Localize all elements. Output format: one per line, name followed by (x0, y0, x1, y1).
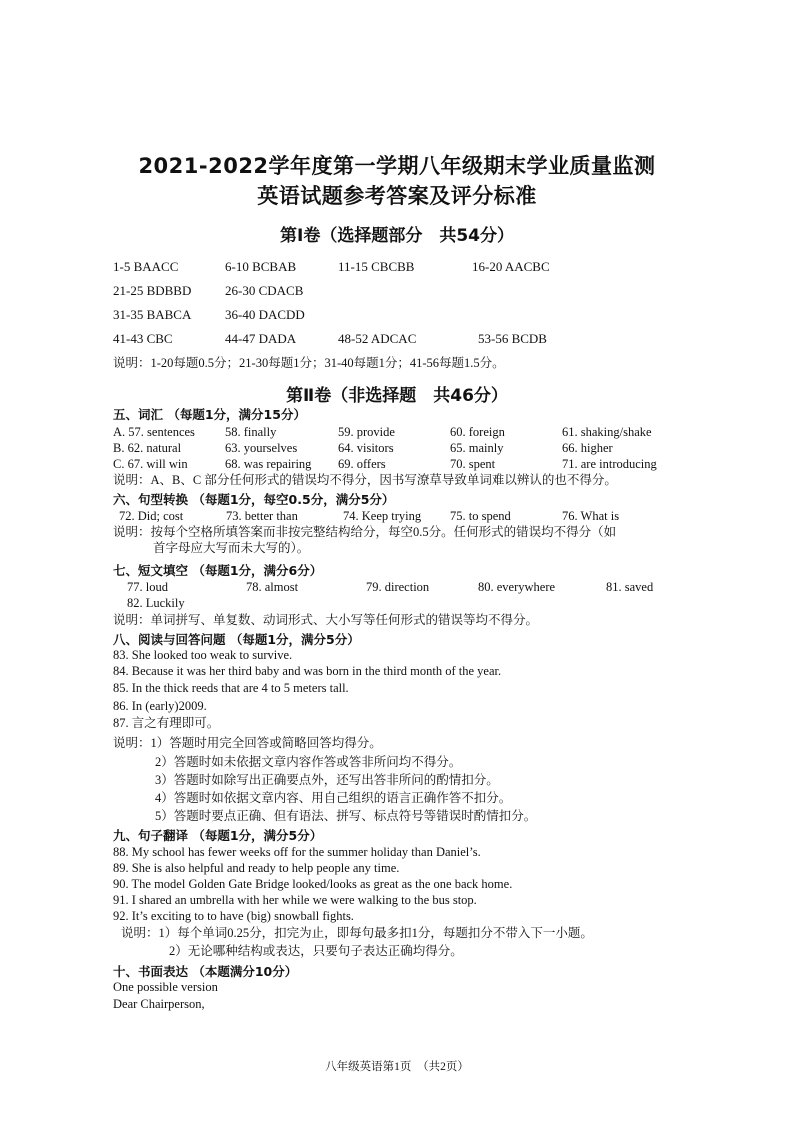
answer-row: 48-52 ADCAC (338, 331, 417, 346)
vocab-answer: 68. was repairing (225, 457, 312, 471)
translation-answer: 90. The model Golden Gate Bridge looked/looks as great as the one back home. (113, 877, 513, 891)
cloze-answer: 82. Luckily (127, 596, 185, 610)
doc-title-line2: 英语试题参考答案及评分标准 (257, 184, 537, 208)
vocab-answer: 64. visitors (338, 441, 394, 455)
section-heading: 六、句型转换 （每题1分，每空0.5分，满分5分） (113, 492, 395, 507)
reading-answer: 86. In (early)2009. (113, 699, 207, 713)
vocab-answer: 59. provide (338, 425, 395, 439)
vocab-answer: 63. yourselves (225, 441, 298, 455)
transform-answer: 72. Did; cost (119, 509, 184, 523)
section-note: 说明：单词拼写、单复数、动词形式、大小写等任何形式的错误等均不得分。 (113, 613, 539, 627)
answer-row: 1-5 BAACC (113, 259, 179, 274)
section-heading: 十、书面表达 （本题满分10分） (113, 964, 298, 979)
vocab-answer: 70. spent (450, 457, 496, 471)
transform-answer: 74. Keep trying (343, 509, 422, 523)
answer-row: 44-47 DADA (225, 331, 297, 346)
answer-row: 16-20 AACBC (472, 259, 550, 274)
section-heading: 七、短文填空 （每题1分，满分6分） (113, 563, 323, 578)
cloze-answer: 80. everywhere (478, 580, 556, 594)
reading-answer: 87. 言之有理即可。 (113, 716, 220, 730)
vocab-answer: 65. mainly (450, 441, 504, 455)
section-note: 说明：按每个空格所填答案而非按完整结构给分，每空0.5分。任何形式的错误均不得分（如 (113, 525, 617, 539)
doc-title-line1: 2021-2022学年度第一学期八年级期末学业质量监测 (138, 154, 656, 178)
vocab-answer: 69. offers (338, 457, 386, 471)
section-heading: 五、词汇 （每题1分，满分15分） (113, 407, 306, 422)
answer-row: 11-15 CBCBB (338, 259, 415, 274)
cloze-answer: 79. direction (366, 580, 430, 594)
transform-answer: 76. What is (562, 509, 620, 523)
cloze-answer: 81. saved (606, 580, 654, 594)
translation-answer: 92. It’s exciting to to have (big) snowball fights. (113, 909, 354, 923)
section-note: 2）无论哪种结构或表达，只要句子表达正确均得分。 (169, 944, 463, 958)
answer-row: 36-40 DACDD (225, 307, 305, 322)
section-note: 3）答题时如除写出正确要点外，还写出答非所问的酌情扣分。 (155, 773, 499, 787)
translation-answer: 89. She is also helpful and ready to help people any time. (113, 861, 400, 875)
transform-answer: 75. to spend (450, 509, 511, 523)
section-note: 5）答题时要点正确、但有语法、拼写、标点符号等错误时酌情扣分。 (155, 809, 537, 823)
section-note: 说明：1）每个单词0.25分，扣完为止，即每句最多扣1分，每题扣分不带入下一小题。 (121, 926, 593, 940)
vocab-answer: 71. are introducing (562, 457, 657, 471)
cloze-answer: 78. almost (246, 580, 299, 594)
section-note: 2）答题时如未依据文章内容作答或答非所问均不得分。 (155, 755, 462, 769)
answer-row: 6-10 BCBAB (225, 259, 297, 274)
section-note: 4）答题时如依据文章内容、用自己组织的语言正确作答不扣分。 (155, 791, 512, 805)
essay-line: One possible version (113, 980, 218, 994)
answer-row: 26-30 CDACB (225, 283, 304, 298)
translation-answer: 91. I shared an umbrella with her while we were walking to the bus stop. (113, 893, 477, 907)
answer-row: 41-43 CBC (113, 331, 173, 346)
answer-row: 31-35 BABCA (113, 307, 192, 322)
transform-answer: 73. better than (226, 509, 298, 523)
translation-answer: 88. My school has fewer weeks off for the summer holiday than Daniel’s. (113, 845, 481, 859)
vocab-answer: 61. shaking/shake (562, 425, 652, 439)
part1-heading: 第Ⅰ卷（选择题部分 共54分） (280, 226, 514, 246)
vocab-answer: A. 57. sentences (113, 425, 195, 439)
section-heading: 八、阅读与回答问题 （每题1分，满分5分） (113, 632, 360, 647)
vocab-answer: 60. foreign (450, 425, 505, 439)
section-note: 说明：1）答题时用完全回答或简略回答均得分。 (113, 736, 382, 750)
page-footer: 八年级英语第1页 （共2页） (325, 1061, 469, 1073)
vocab-answer: 58. finally (225, 425, 277, 439)
section-note: 说明：A、B、C 部分任何形式的错误均不得分，因书写潦草导致单词难以辨认的也不得分。 (113, 473, 617, 487)
reading-answer: 83. She looked too weak to survive. (113, 648, 293, 662)
section-heading: 九、句子翻译 （每题1分，满分5分） (113, 828, 323, 843)
reading-answer: 85. In the thick reeds that are 4 to 5 meters tall. (113, 681, 349, 695)
vocab-answer: 66. higher (562, 441, 613, 455)
part2-heading: 第Ⅱ卷（非选择题 共46分） (286, 386, 508, 406)
vocab-answer: B. 62. natural (113, 441, 182, 455)
answer-row: 53-56 BCDB (478, 331, 547, 346)
essay-line: Dear Chairperson, (113, 997, 205, 1011)
section-note: 首字母应大写而未大写的）。 (153, 541, 310, 555)
part1-note: 说明：1-20每题0.5分；21-30每题1分；31-40每题1分；41-56每题1.5分。 (113, 356, 505, 370)
vocab-answer: C. 67. will win (113, 457, 188, 471)
answer-row: 21-25 BDBBD (113, 283, 192, 298)
reading-answer: 84. Because it was her third baby and was born in the third month of the year. (113, 664, 502, 678)
cloze-answer: 77. loud (127, 580, 168, 594)
